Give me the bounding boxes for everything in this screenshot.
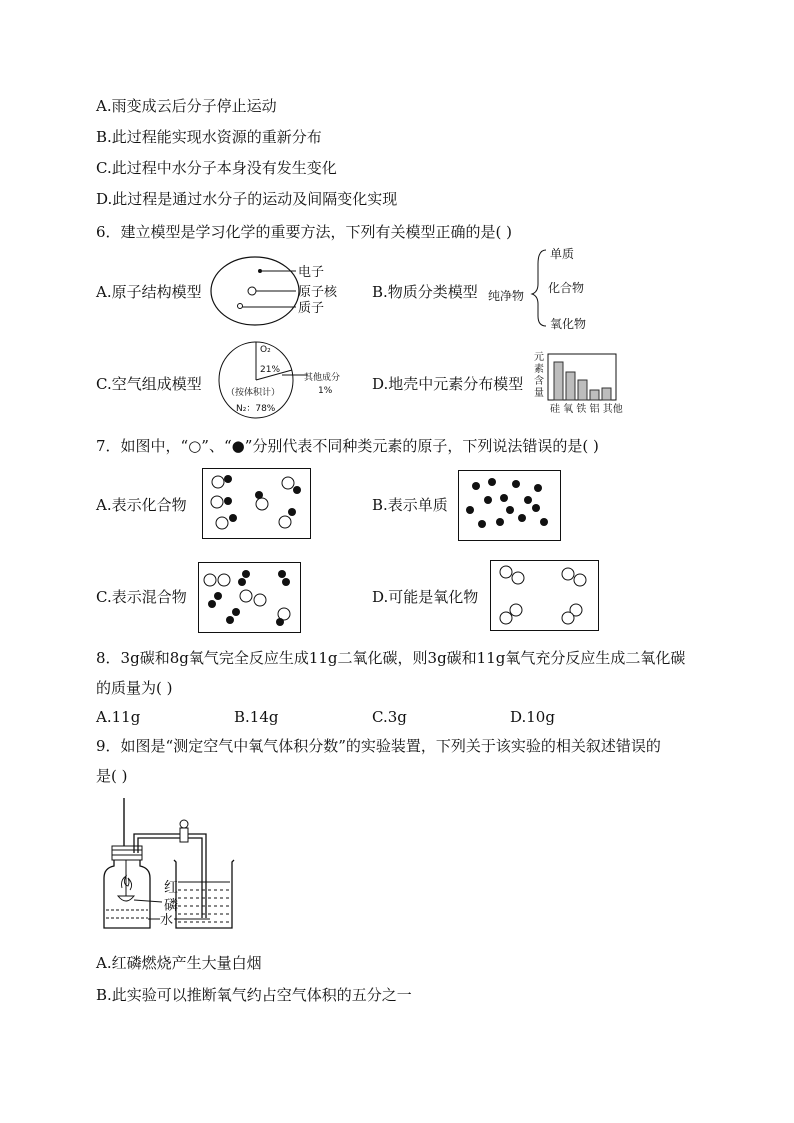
label-red-phosphorus-2: 磷 (164, 898, 178, 914)
q8-option-d: D.10g (510, 708, 555, 726)
q7-option-a: A.表示化合物 (96, 496, 187, 514)
bar-x-labels: 硅 氧 铁 铝 其他 (550, 404, 623, 415)
q8-option-c: C.3g (372, 708, 407, 726)
bar-silicon (554, 362, 563, 400)
q9-stem-line2: 是( ) (96, 767, 128, 785)
q7-diagram-d (490, 560, 600, 632)
q9-option-b: B.此实验可以推断氧气约占空气体积的五分之一 (96, 986, 412, 1004)
pie-label-n2: N₂：78% (236, 404, 276, 414)
label-water: 水 (160, 913, 174, 928)
q6-stem: 6．建立模型是学习化学的重要方法，下列有关模型正确的是( ) (96, 223, 513, 241)
q8-stem-line2: 的质量为( ) (96, 679, 173, 697)
q8-option-b: B.14g (234, 708, 279, 726)
classification-model-diagram (486, 244, 596, 334)
bar-oxygen (566, 372, 575, 400)
bar-other (602, 388, 611, 400)
q5-option-a: A.雨变成云后分子停止运动 (96, 97, 277, 115)
bar-ylabel-3: 含 (534, 376, 544, 387)
q7-diagram-a (202, 468, 312, 540)
q6-option-b: B.物质分类模型 (372, 283, 478, 301)
bar-ylabel-4: 量 (534, 388, 544, 399)
classification-branch-compound: 化合物 (548, 281, 585, 295)
oxygen-experiment-apparatus (100, 798, 250, 933)
q7-diagram-b (458, 470, 562, 542)
pie-label-other: 其他成分 (304, 373, 341, 383)
atom-label-electron: 电子 (298, 265, 325, 280)
classification-root: 纯净物 (488, 289, 525, 303)
q7-stem: 7．如图中，“○”、“●”分别代表不同种类元素的原子，下列说法错误的是( ) (96, 437, 599, 455)
label-red-phosphorus-1: 红 (164, 880, 178, 896)
q9-option-a: A.红磷燃烧产生大量白烟 (96, 954, 262, 972)
q5-option-b: B.此过程能实现水资源的重新分布 (96, 128, 322, 146)
pie-label-other-pct: 1% (318, 386, 333, 396)
q8-option-a: A.11g (96, 708, 141, 726)
pie-label-basis: （按体积计） (226, 388, 281, 398)
q9-stem-line1: 9．如图是“测定空气中氧气体积分数”的实验装置，下列关于该实验的相关叙述错误的 (96, 737, 661, 755)
classification-branch-element: 单质 (550, 247, 575, 261)
atom-model-diagram (210, 255, 360, 330)
bar-ylabel-2: 素 (534, 364, 544, 375)
q5-option-d: D.此过程是通过水分子的运动及间隔变化实现 (96, 190, 398, 208)
q6-option-c: C.空气组成模型 (96, 375, 202, 393)
pie-label-o2-pct: 21% (260, 365, 281, 375)
pie-label-o2: O₂ (260, 345, 271, 355)
q5-option-c: C.此过程中水分子本身没有发生变化 (96, 159, 337, 177)
bar-iron (578, 380, 587, 400)
air-composition-pie (218, 340, 358, 420)
atom-label-nucleus: 原子核 (298, 285, 338, 300)
crust-element-bar-chart (532, 350, 622, 416)
q8-stem-line1: 8．3g碳和8g氧气完全反应生成11g二氧化碳，则3g碳和11g氧气充分反应生成二氧化碳 (96, 649, 686, 667)
atom-label-proton: 质子 (298, 301, 325, 316)
q7-diagram-c (198, 562, 302, 634)
bar-aluminum (590, 390, 599, 400)
q6-option-a: A.原子结构模型 (96, 283, 202, 301)
q7-option-d: D.可能是氧化物 (372, 588, 479, 606)
bar-ylabel-1: 元 (534, 352, 544, 363)
q7-option-c: C.表示混合物 (96, 588, 187, 606)
classification-branch-oxide: 氧化物 (550, 317, 587, 331)
q7-option-b: B.表示单质 (372, 496, 448, 514)
q6-option-d: D.地壳中元素分布模型 (372, 375, 524, 393)
